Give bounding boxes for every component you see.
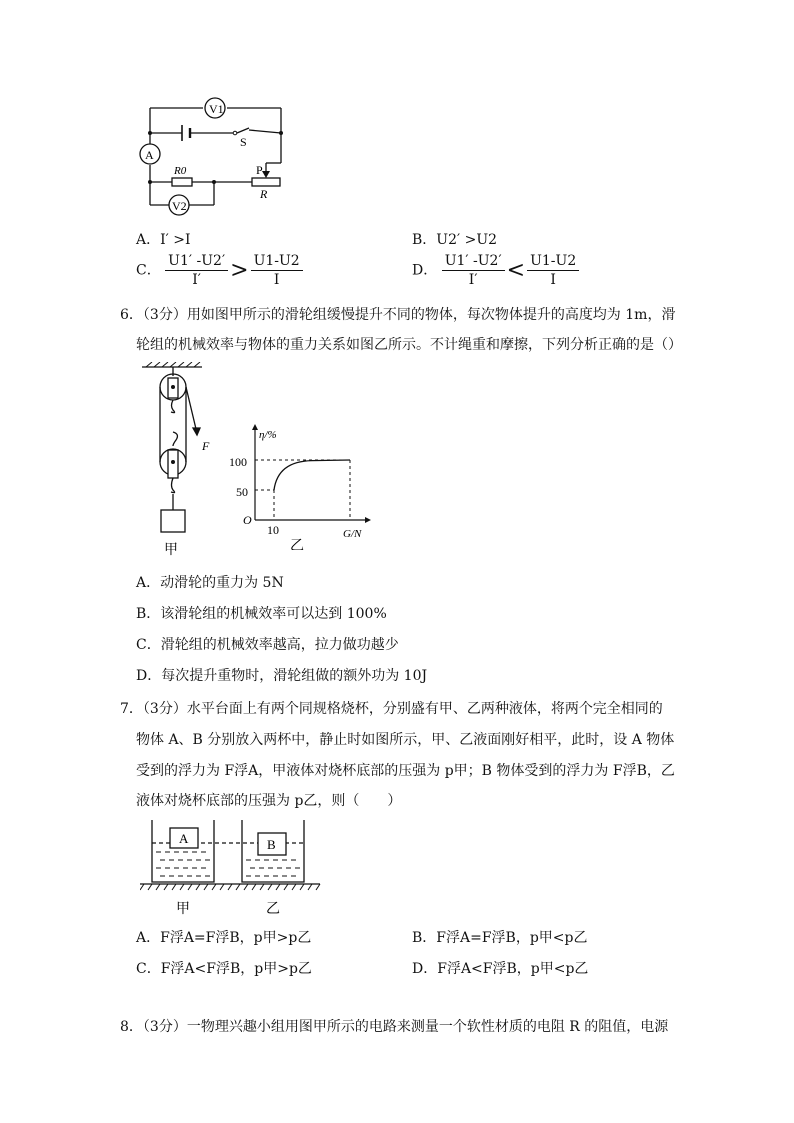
efficiency-curve <box>274 460 350 490</box>
fraction-denominator: I′ <box>468 272 478 288</box>
fraction-denominator: I′ <box>192 272 201 288</box>
label-s: S <box>240 135 247 149</box>
q6-option-d: D．每次提升重物时，滑轮组做的额外功为 10J <box>136 668 428 684</box>
block-a-label: A <box>179 831 189 846</box>
label-v1: V1 <box>209 102 224 116</box>
label-v2: V2 <box>172 199 187 213</box>
block-b-label: B <box>267 837 276 852</box>
q7-option-d: D．F浮A<F浮B，p甲<p乙 <box>412 961 589 977</box>
fraction <box>165 252 228 289</box>
label-f: F <box>202 439 210 453</box>
y-tick-label: 50 <box>236 485 248 499</box>
fraction <box>442 252 505 289</box>
fraction <box>527 252 579 289</box>
q7-stem-line4: 液体对烧杯底部的压强为 p乙，则（ ） <box>136 793 402 809</box>
label-a: A <box>145 148 154 162</box>
fraction-denominator: I <box>273 272 280 288</box>
q7-stem-line2: 物体 A、B 分别放入两杯中，静止时如图所示，甲、乙液面刚好相平，此时，设 A 物体 <box>136 732 675 748</box>
q7-stem-line3: 受到的浮力为 F浮A，甲液体对烧杯底部的压强为 p甲；B 物体受到的浮力为 F浮B，乙 <box>136 763 675 779</box>
label-p: P <box>256 163 263 177</box>
q5-option-d-prefix: D． <box>412 262 438 279</box>
q5-option-c <box>136 252 303 289</box>
fraction-numerator: U1′ -U2′ <box>442 252 505 271</box>
q6-option-c: C．滑轮组的机械效率越高，拉力做功越少 <box>136 637 399 653</box>
q6-stem-line2: 轮组的机械效率与物体的重力关系如图乙所示。不计绳重和摩擦，下列分析正确的是（） <box>136 337 682 353</box>
relation-sign: > <box>230 258 249 283</box>
caption-yi: 乙 <box>266 902 280 916</box>
relation-sign: < <box>506 258 526 283</box>
pulley-diagram <box>140 362 220 557</box>
x-axis-label: G/N <box>343 528 362 540</box>
q7-stem-line1: 7．（3分）水平台面上有两个同规格烧杯，分别盛有甲、乙两种液体，将两个完全相同的 <box>120 701 663 717</box>
fraction <box>251 252 303 289</box>
q6-stem-line1: 6．（3分）用如图甲所示的滑轮组缓慢提升不同的物体，每次物体提升的高度均为 1m，滑 <box>120 307 676 323</box>
efficiency-chart <box>225 420 375 550</box>
q6-option-a: A．动滑轮的重力为 5N <box>136 575 284 591</box>
fraction-numerator: U1-U2 <box>251 252 303 271</box>
q7-option-a: A．F浮A=F浮B，p甲>p乙 <box>136 930 312 946</box>
y-axis-label: η/% <box>259 429 277 441</box>
fraction-numerator: U1-U2 <box>527 252 579 271</box>
x-tick-label: 10 <box>267 523 279 537</box>
caption-jia: 甲 <box>176 902 190 916</box>
beakers-diagram <box>140 816 322 916</box>
q5-option-a: A．I′ >I <box>136 232 191 248</box>
label-r0: R0 <box>174 165 187 177</box>
q8-stem-line1: 8．（3分）一物理兴趣小组用图甲所示的电路来测量一个软性材质的电阻 R 的阻值，电源 <box>120 1019 669 1035</box>
fraction-numerator: U1′ -U2′ <box>165 252 228 271</box>
caption-yi: 乙 <box>290 539 304 550</box>
origin-label: O <box>243 513 252 527</box>
q6-option-b: B．该滑轮组的机械效率可以达到 100% <box>136 606 387 622</box>
q5-option-b: B．U2′ >U2 <box>412 232 498 248</box>
circuit-diagram <box>130 95 300 220</box>
q5-option-c-prefix: C． <box>136 262 161 279</box>
caption-jia: 甲 <box>164 543 178 557</box>
q7-option-b: B．F浮A=F浮B，p甲<p乙 <box>412 930 588 946</box>
q5-option-d <box>412 252 579 289</box>
q7-option-c: C．F浮A<F浮B，p甲>p乙 <box>136 961 312 977</box>
fraction-denominator: I <box>550 272 556 288</box>
y-tick-label: 100 <box>229 455 247 469</box>
label-r: R <box>260 187 268 201</box>
